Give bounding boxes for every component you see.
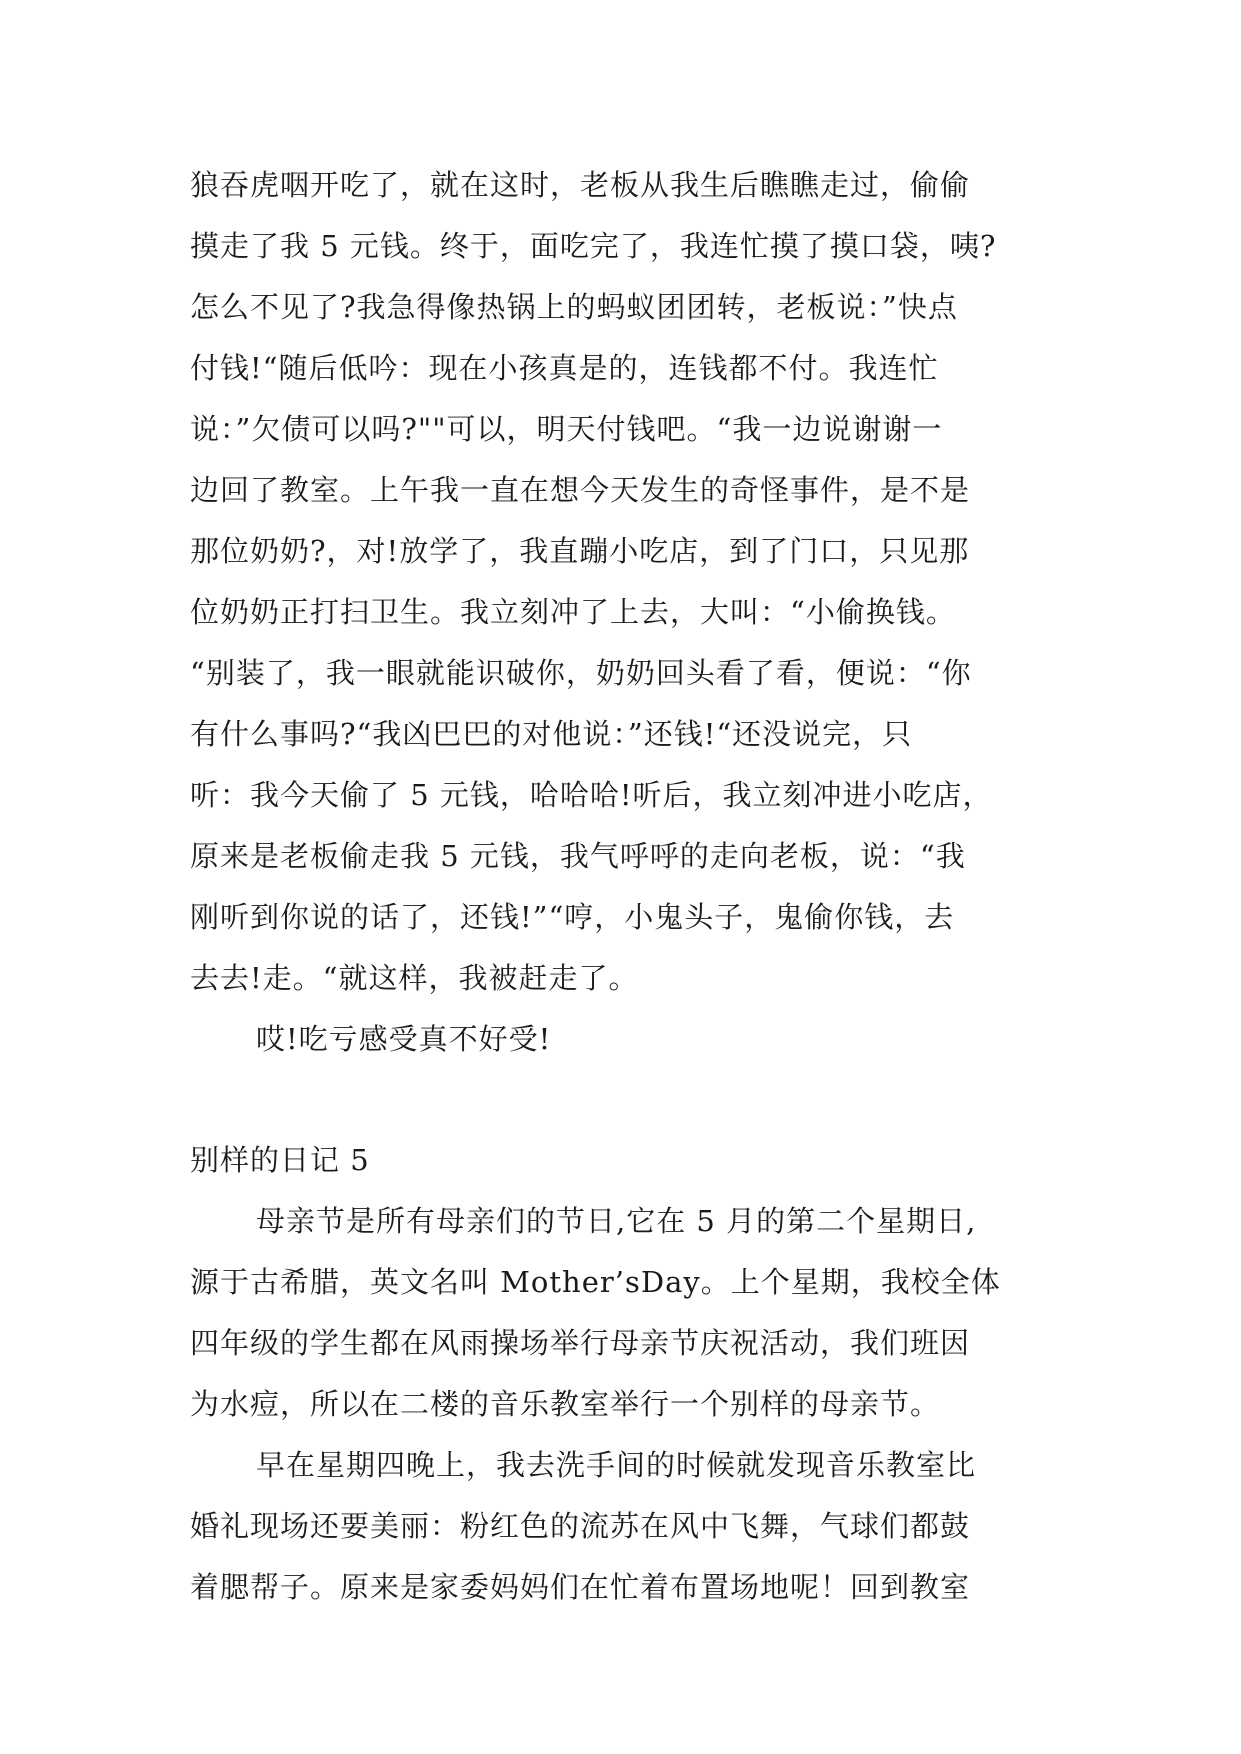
- section-spacer: [190, 1070, 1075, 1130]
- text-line: 有什么事吗?“我凶巴巴的对他说：”还钱!“还没说完，只: [190, 717, 913, 751]
- text-line: 那位奶奶?，对!放学了，我直蹦小吃店，到了门口，只见那: [190, 534, 970, 568]
- text-line: 付钱!“随后低吟：现在小孩真是的，连钱都不付。我连忙: [190, 351, 939, 385]
- story-two-paragraph-one: [190, 1191, 1075, 1435]
- story-two-paragraph-two: [190, 1435, 1075, 1618]
- story-one-paragraph: [190, 155, 1075, 1009]
- text-line: 狼吞虎咽开吃了，就在这时，老板从我生后瞧瞧走过，偷偷: [190, 168, 971, 202]
- text-line: “别装了，我一眼就能识破你，奶奶回头看了看，便说：“你: [190, 656, 972, 690]
- text-line: 听：我今天偷了 5 元钱，哈哈哈!听后，我立刻冲进小吃店，: [190, 778, 993, 812]
- text-line: 母亲节是所有母亲们的节日,它在 5 月的第二个星期日,: [256, 1204, 977, 1238]
- story-one-closing: 哎!吃亏感受真不好受!: [256, 1022, 552, 1056]
- text-line: 说：”欠债可以吗?""可以，明天付钱吧。“我一边说谢谢一: [190, 412, 943, 446]
- text-line: 位奶奶正打扫卫生。我立刻冲了上去，大叫：“小偷换钱。: [190, 595, 956, 629]
- document-body: [190, 155, 1075, 1618]
- text-line: 为水痘，所以在二楼的音乐教室举行一个别样的母亲节。: [190, 1387, 941, 1421]
- section-title: 别样的日记 5: [190, 1143, 370, 1177]
- text-line: 早在星期四晚上，我去洗手间的时候就发现音乐教室比: [256, 1448, 977, 1482]
- text-line: 四年级的学生都在风雨操场举行母亲节庆祝活动，我们班因: [190, 1326, 971, 1360]
- text-line: 婚礼现场还要美丽：粉红色的流苏在风中飞舞，气球们都鼓: [190, 1509, 971, 1543]
- text-line: 去去!走。“就这样，我被赶走了。: [190, 961, 639, 995]
- text-line: 刚听到你说的话了，还钱!”“哼，小鬼头子，鬼偷你钱，去: [190, 900, 955, 934]
- text-line: 原来是老板偷走我 5 元钱，我气呼呼的走向老板，说：“我: [190, 839, 966, 873]
- text-line: 着腮帮子。原来是家委妈妈们在忙着布置场地呢！回到教室: [190, 1570, 971, 1604]
- text-line: 摸走了我 5 元钱。终于，面吃完了，我连忙摸了摸口袋，咦?: [190, 229, 997, 263]
- text-line: 边回了教室。上午我一直在想今天发生的奇怪事件，是不是: [190, 473, 971, 507]
- text-line: 怎么不见了?我急得像热锅上的蚂蚁团团转，老板说：”快点: [190, 290, 958, 324]
- text-line: 源于古希腊，英文名叫 Mother’sDay。上个星期，我校全体: [190, 1265, 1001, 1299]
